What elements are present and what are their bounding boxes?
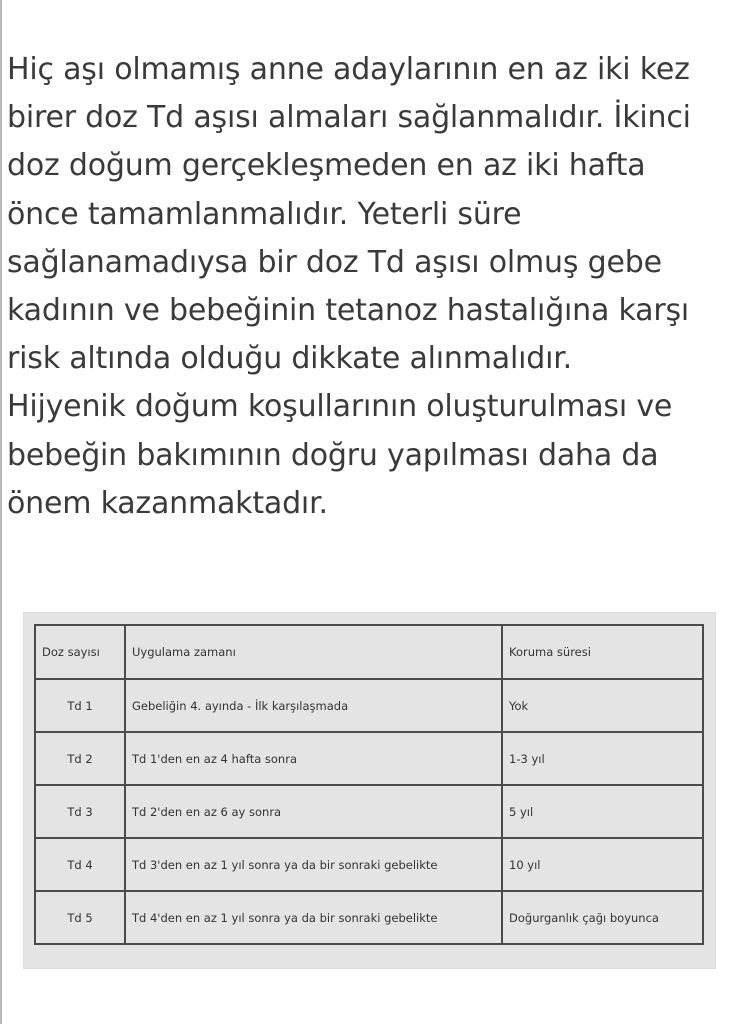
vaccine-schedule-image[interactable] — [23, 612, 716, 969]
cell-application-time: Td 4'den en az 1 yıl sonra ya da bir sonraki gebelikte — [125, 891, 502, 944]
cell-protection-duration: 5 yıl — [502, 785, 703, 838]
cell-dose: Td 4 — [35, 838, 125, 891]
paragraph-line: sağlanamadıysa bir doz Td aşısı olmuş gebe — [7, 244, 662, 280]
cell-dose: Td 3 — [35, 785, 125, 838]
cell-application-time: Td 2'den en az 6 ay sonra — [125, 785, 502, 838]
table-row — [35, 891, 703, 944]
paragraph-line: Hijyenik doğum koşullarının oluşturulması ve — [7, 389, 673, 425]
header-application-time: Uygulama zamanı — [125, 625, 502, 679]
article-body — [7, 46, 735, 528]
paragraph-line: önce tamamlanmalıdır. Yeterli süre — [7, 196, 522, 232]
paragraph-line: kadının ve bebeğinin tetanoz hastalığına karşı — [7, 293, 690, 329]
cell-dose: Td 5 — [35, 891, 125, 944]
table-row — [35, 785, 703, 838]
cell-dose: Td 1 — [35, 679, 125, 732]
cell-protection-duration: 1-3 yıl — [502, 732, 703, 785]
article-paragraph — [7, 46, 735, 528]
header-protection-duration: Koruma süresi — [502, 625, 703, 679]
table-header-row — [35, 625, 703, 679]
cell-application-time: Td 3'den en az 1 yıl sonra ya da bir sonraki gebelikte — [125, 838, 502, 891]
table-row — [35, 679, 703, 732]
cell-application-time: Td 1'den en az 4 hafta sonra — [125, 732, 502, 785]
cell-application-time: Gebeliğin 4. ayında - İlk karşılaşmada — [125, 679, 502, 732]
vaccine-schedule-table — [34, 624, 704, 945]
paragraph-line: risk altında olduğu dikkate alınmalıdır. — [7, 341, 572, 377]
paragraph-line: birer doz Td aşısı almaları sağlanmalıdır. İkinci — [7, 100, 691, 136]
table-row — [35, 838, 703, 891]
paragraph-line: önem kazanmaktadır. — [7, 485, 328, 521]
table-row — [35, 732, 703, 785]
cell-protection-duration: 10 yıl — [502, 838, 703, 891]
paragraph-line: bebeğin bakımının doğru yapılması daha da — [7, 437, 659, 473]
cell-protection-duration: Yok — [502, 679, 703, 732]
page-left-border — [0, 0, 2, 1024]
cell-protection-duration: Doğurganlık çağı boyunca — [502, 891, 703, 944]
paragraph-line: doz doğum gerçekleşmeden en az iki hafta — [7, 148, 646, 184]
cell-dose: Td 2 — [35, 732, 125, 785]
paragraph-line: Hiç aşı olmamış anne adaylarının en az iki kez — [7, 52, 690, 87]
header-dose-count: Doz sayısı — [35, 625, 125, 679]
